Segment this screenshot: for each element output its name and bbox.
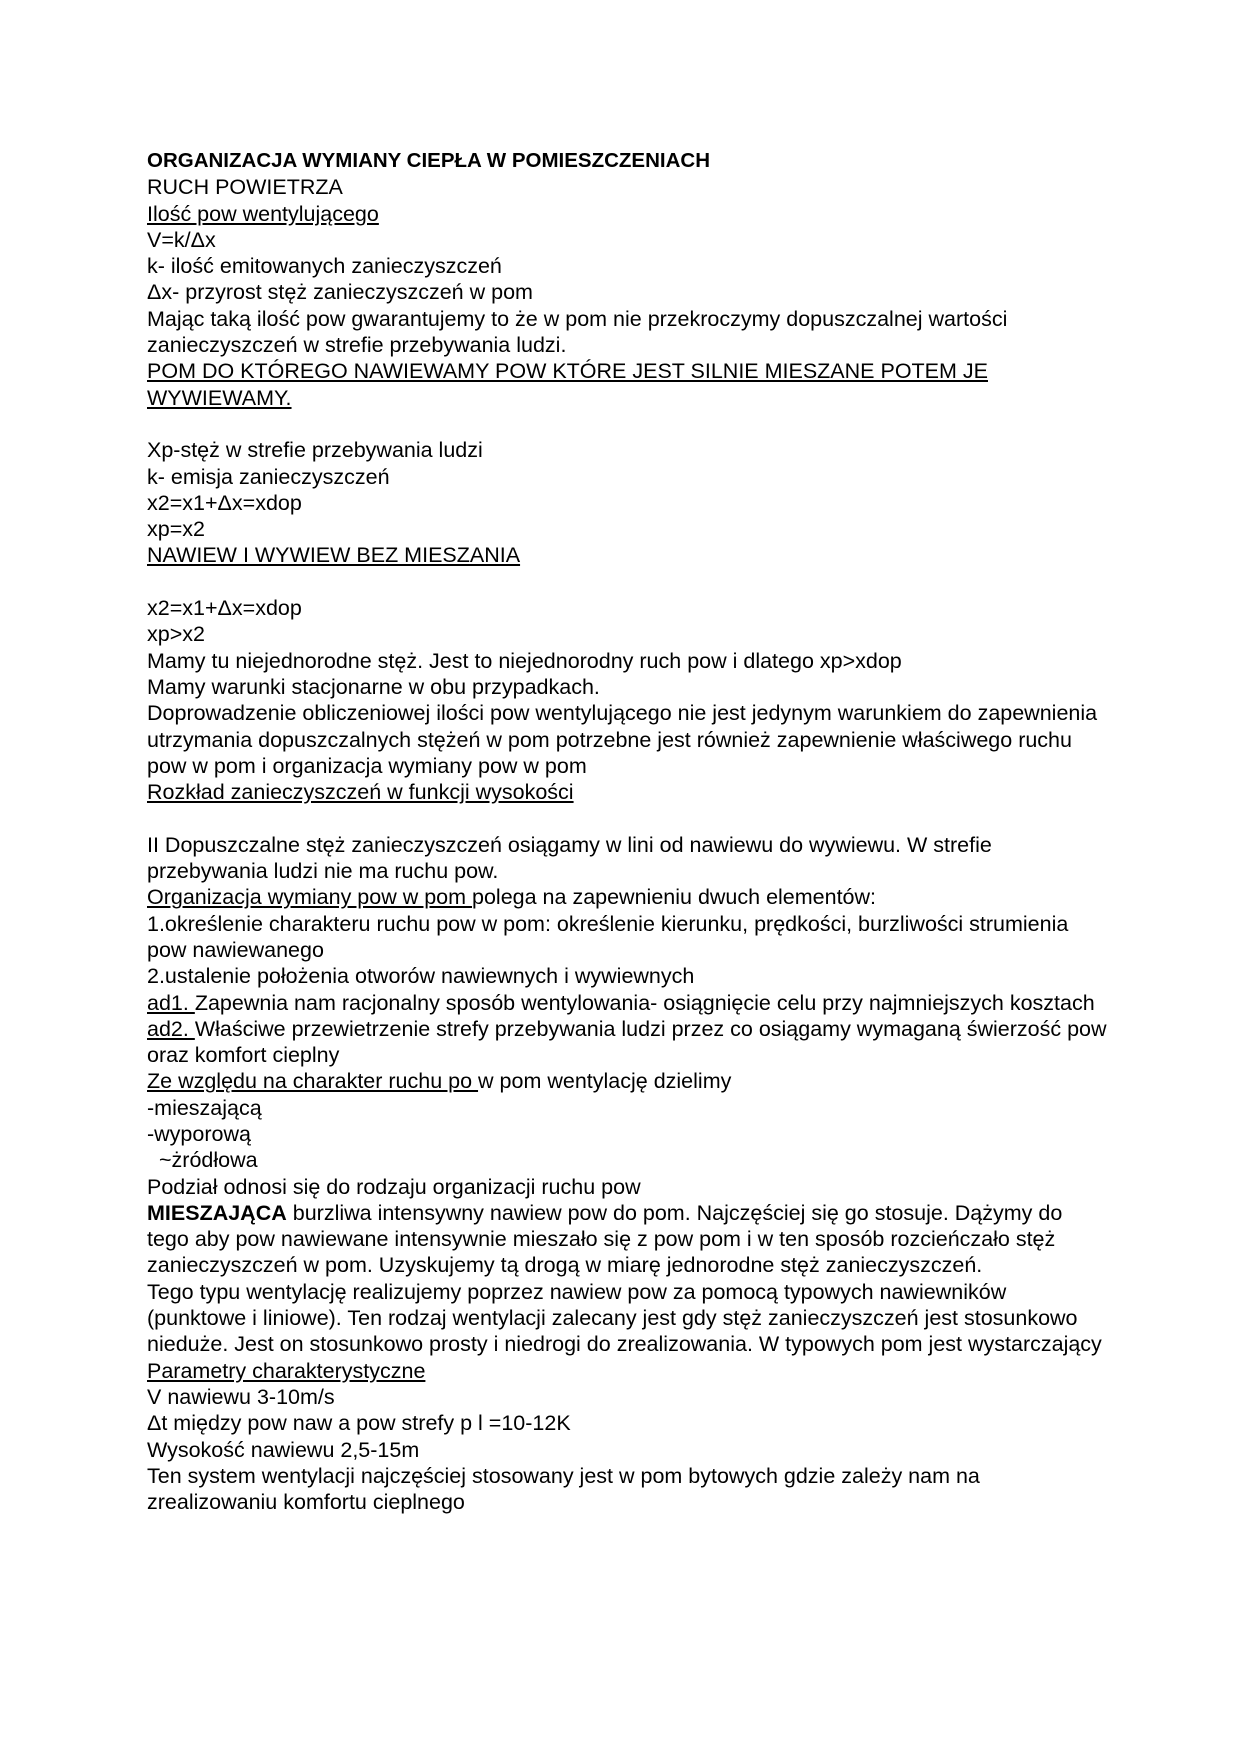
subheading-ilosc: Ilość pow wentylującego (147, 201, 379, 226)
subheading-rozklad: Rozkład zanieczyszczeń w funkcji wysokości (147, 780, 574, 805)
list-item-1: 1.określenie charakteru ruchu pow w pom: określenie kierunku, prędkości, burzliwości strumienia pow nawiewanego (147, 911, 1069, 962)
ad2-text: Właściwe przewietrzenie strefy przebywania ludzi przez co osiągamy wymaganą świerzość pow oraz komfort cieplny (147, 1016, 1107, 1068)
ze-wzgledu-underlined: Ze względu na charakter ruchu po (147, 1069, 479, 1094)
paragraph-organizacja (147, 884, 1107, 910)
paragraph-tego-typu: Tego typu wentylację realizujemy poprzez nawiew pow za pomocą typowych nawiewników (punktowe i liniowe). Ten rodzaj wentylacji zalecany jest gdy stęż zanieczyszczeń jest stosunkowo nieduże. Jest on stosunkowo prosty i niedrogi do zrealizowania. W typowych pom jest wystarczający (147, 1279, 1102, 1357)
formula-xp-gt: xp>x2 (147, 622, 205, 647)
paragraph-ad2 (147, 1016, 1107, 1069)
definition-xp: Xp-stęż w strefie przebywania ludzi (147, 438, 483, 463)
param-dt: Δt między pow naw a pow strefy p l =10-12K (147, 1411, 571, 1436)
subheading-parametry: Parametry charakterystyczne (147, 1358, 426, 1383)
paragraph-doprowadzenie: Doprowadzenie obliczeniowej ilości pow wentylującego nie jest jedynym warunkiem do zapewnienia utrzymania dopuszczalnych stężeń w pom potrzebne jest również zapewnienie właściwego ruchu pow w pom i organizacja wymiany pow w pom (147, 701, 1098, 778)
list-item-mieszajaca: -mieszającą (147, 1095, 262, 1120)
list-item-wyporowa: -wyporową (147, 1121, 251, 1146)
formula-v: V=k/Δx (147, 227, 216, 252)
paragraph-mieszajaca (147, 1200, 1107, 1279)
list-item-zrodlowa: ~żródłowa (159, 1148, 258, 1173)
ad1-label: ad1. (147, 990, 195, 1015)
ze-wzgledu-rest: w pom wentylację dzielimy (478, 1069, 732, 1094)
ad2-label: ad2. (147, 1016, 195, 1041)
formula-xp-eq: xp=x2 (147, 517, 205, 542)
paragraph-mamy-warunki: Mamy warunki stacjonarne w obu przypadkach. (147, 674, 600, 699)
organizacja-rest: polega na zapewnieniu dwuch elementów: (472, 885, 877, 910)
definition-dx: Δx- przyrost stęż zanieczyszczeń w pom (147, 280, 533, 305)
spacer (147, 805, 1107, 831)
param-h: Wysokość nawiewu 2,5-15m (147, 1437, 420, 1462)
formula-x2: x2=x1+Δx=xdop (147, 490, 302, 515)
section-heading: RUCH POWIETRZA (147, 175, 343, 200)
mieszajaca-bold: MIESZAJĄCA (147, 1200, 287, 1225)
param-v: V nawiewu 3-10m/s (147, 1384, 335, 1409)
organizacja-underlined: Organizacja wymiany pow w pom (147, 885, 473, 910)
paragraph-ad1 (147, 990, 1107, 1016)
document-body (147, 148, 1107, 1515)
paragraph-mamy-tu: Mamy tu niejednorodne stęż. Jest to niejednorodny ruch pow i dlatego xp>xdop (147, 648, 902, 673)
paragraph-podzial: Podział odnosi się do rodzaju organizacji ruchu pow (147, 1174, 641, 1199)
definition-k-emisja: k- emisja zanieczyszczeń (147, 464, 390, 489)
formula-x2: x2=x1+Δx=xdop (147, 596, 302, 621)
mieszajaca-text: burzliwa intensywny nawiew pow do pom. Najczęściej się go stosuje. Dążymy do tego aby pow nawiewane intensywnie mieszało się z pow pom i w ten sposób rozcieńczało stęż zanieczyszczeń w pom. Uzyskujemy tą drogą w miarę jednorodne stęż zanieczyszczeń. (147, 1200, 1063, 1278)
paragraph-ten-system: Ten system wentylacji najczęściej stosowany jest w pom bytowych gdzie zależy nam na zrealizowaniu komfortu cieplnego (147, 1463, 980, 1515)
paragraph-majac: Mając taką ilość pow gwarantujemy to że w pom nie przekroczymy dopuszczalnej wartości zanieczyszczeń w strefie przebywania ludzi. (147, 306, 1008, 358)
paragraph-ze-wzgledu (147, 1068, 1107, 1094)
document-title: ORGANIZACJA WYMIANY CIEPŁA W POMIESZCZENIACH (147, 149, 710, 172)
subheading-nawiew: NAWIEW I WYWIEW BEZ MIESZANIA (147, 543, 521, 568)
definition-k: k- ilość emitowanych zanieczyszczeń (147, 254, 502, 279)
spacer (147, 569, 1107, 595)
subheading-pom: POM DO KTÓREGO NAWIEWAMY POW KTÓRE JEST SILNIE MIESZANE POTEM JE WYWIEWAMY. (147, 359, 988, 410)
paragraph-ii: II Dopuszczalne stęż zanieczyszczeń osiągamy w lini od nawiewu do wywiewu. W strefie przebywania ludzi nie ma ruchu pow. (147, 832, 992, 884)
ad1-text: Zapewnia nam racjonalny sposób wentylowania- osiągnięcie celu przy najmniejszych kosztach (194, 990, 1095, 1015)
spacer (147, 411, 1107, 437)
list-item-2: 2.ustalenie położenia otworów nawiewnych i wywiewnych (147, 964, 695, 989)
